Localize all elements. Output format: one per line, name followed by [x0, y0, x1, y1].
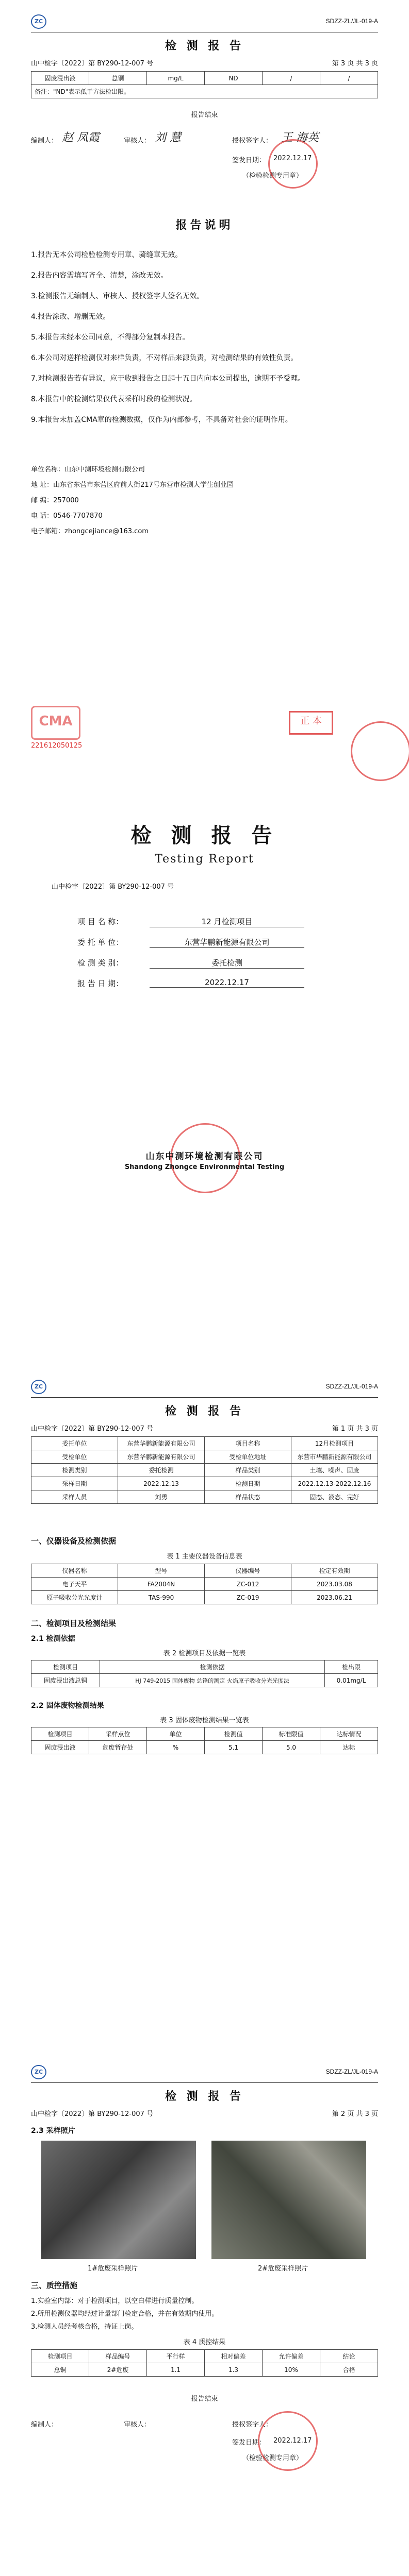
- company-tel: 电 话：0546-7707870: [31, 512, 103, 520]
- field-value: 东营华鹏新能源有限公司: [150, 937, 304, 948]
- field-value: 2022.12.17: [150, 978, 304, 988]
- statement-title: 报告说明: [175, 219, 234, 232]
- seal-label: （检验检测专用章）: [242, 2454, 303, 2462]
- seal-label: （检验检测专用章）: [242, 172, 303, 180]
- table-row: [31, 85, 378, 98]
- original-stamp: 正 本: [289, 711, 333, 735]
- company-logo-icon: ZC: [31, 14, 46, 29]
- table-header: [31, 1564, 378, 1578]
- cma-logo-icon: CMA: [31, 706, 80, 740]
- header-cell: 检定有效期: [291, 1564, 378, 1578]
- cell: /: [320, 72, 378, 85]
- table-row: [31, 2363, 378, 2377]
- table-row: [31, 1477, 378, 1490]
- table-caption: 表 4 质控结果: [183, 2338, 226, 2346]
- cell: 固废浸出液: [31, 72, 89, 85]
- page-indicator: 第 3 页 共 3 页: [332, 60, 378, 67]
- table-caption: 表 1 主要仪器设备信息表: [167, 1553, 242, 1561]
- cell: 固废浸出液总铜: [31, 1674, 100, 1687]
- header-cell: 检测项目: [31, 1660, 100, 1674]
- cell: 检测类别: [31, 1464, 118, 1477]
- report-end: 报告结束: [191, 2395, 218, 2403]
- page-3: [0, 1365, 409, 2045]
- cell: 东营市华鹏新能源有限公司: [291, 1450, 378, 1464]
- section-heading: 一、仪器设备及检测依据: [31, 1536, 117, 1546]
- equipment-table: [31, 1564, 378, 1604]
- field-value: 委托检测: [150, 957, 304, 969]
- cell: 受检单位: [31, 1450, 118, 1464]
- statement-item: 4.报告涂改、增删无效。: [31, 313, 110, 321]
- cover-report-number: 山中检字〔2022〕第 BY290-12-007 号: [52, 883, 174, 891]
- cell: 固废浸出液: [31, 1741, 89, 1754]
- table-row: [31, 1464, 378, 1477]
- section-heading: 三、质控措施: [31, 2281, 78, 2290]
- statement-item: 6.本公司对送样检测仅对来样负责，不对样品来源负责，对检测结果的有效性负责。: [31, 354, 298, 362]
- cell: 危废暂存处: [89, 1741, 147, 1754]
- statement-item: 1.报告无本公司检验检测专用章、骑缝章无效。: [31, 251, 183, 259]
- info-table: [31, 1436, 378, 1504]
- cell: 2#危废: [89, 2363, 147, 2377]
- waste-result-table: [31, 1727, 378, 1754]
- cell: 委托单位: [31, 1437, 118, 1450]
- qc-item: 1.实验室内部：对于检测项目，以空白样进行质量控制。: [31, 2297, 199, 2305]
- signature-prepared: 赵 凤霞: [62, 131, 100, 144]
- cover-title-cn: 检 测 报 告: [130, 824, 279, 848]
- approved-label: 授权签字人：: [232, 2421, 273, 2429]
- seal-stamp-icon: [268, 139, 318, 189]
- report-number: 山中检字〔2022〕第 BY290-12-007 号: [31, 60, 154, 67]
- page-title: 检 测 报 告: [165, 40, 244, 53]
- statement-item: 7.对检测报告若有异议，应于收到报告之日起十五日内向本公司提出，逾期不予受理。: [31, 375, 305, 383]
- cell: 2023.03.08: [291, 1578, 378, 1591]
- cell: ZC-012: [205, 1578, 291, 1591]
- cell: 2022.12.13: [118, 1477, 205, 1490]
- page-1: [0, 0, 409, 665]
- page-indicator: 第 2 页 共 3 页: [332, 2110, 378, 2118]
- header-cell: 达标情况: [320, 1727, 378, 1741]
- header-cell: 相对偏差: [205, 2350, 263, 2363]
- cell: 采样人员: [31, 1490, 118, 1504]
- cover-title-en: Testing Report: [155, 853, 254, 866]
- statement-item: 2.报告内容需填写齐全、清楚，涂改无效。: [31, 272, 168, 280]
- sample-photo-1: [41, 2141, 196, 2259]
- cell: FA2004N: [118, 1578, 205, 1591]
- doc-number: SDZZ-ZL/JL-019-A: [325, 18, 378, 25]
- cell: 总铜: [31, 2363, 89, 2377]
- table-row: [31, 1741, 378, 1754]
- cell: 10%: [263, 2363, 320, 2377]
- cell: 东营华鹏新能源有限公司: [118, 1437, 205, 1450]
- reviewed-label: 审核人：: [124, 2421, 151, 2429]
- cell: TAS-990: [118, 1591, 205, 1604]
- statement-item: 8.本报告中的检测结果仅代表采样时段的检测状况。: [31, 395, 197, 403]
- cover-company-en: Shandong Zhongce Environmental Testing: [124, 1163, 285, 1171]
- company-logo-icon: ZC: [31, 1380, 46, 1394]
- cell: 2023.06.21: [291, 1591, 378, 1604]
- cell: 总铜: [89, 72, 147, 85]
- cell: HJ 749-2015 固体废物 总铬的测定 火焰原子吸收分光光度法: [100, 1674, 325, 1687]
- table-row: [31, 1490, 378, 1504]
- subsection-heading: 2.1 检测依据: [31, 1635, 75, 1643]
- field-label: 报 告 日 期：: [77, 979, 124, 988]
- header-cell: 平行样: [147, 2350, 205, 2363]
- cell: 样品状态: [205, 1490, 291, 1504]
- field-label: 委 托 单 位：: [77, 938, 124, 947]
- cell: 项目名称: [205, 1437, 291, 1450]
- report-number: 山中检字〔2022〕第 BY290-12-007 号: [31, 2110, 154, 2118]
- statement-item: 9.本报告未加盖CMA章的检测数据，仅作为内部参考，不具备对社会的证明作用。: [31, 416, 292, 424]
- cell: 检测日期: [205, 1477, 291, 1490]
- header-cell: 单位: [147, 1727, 205, 1741]
- cma-number: 221612050125: [31, 742, 83, 750]
- table-row: [31, 72, 378, 85]
- seal-stamp-icon: [258, 2411, 318, 2471]
- table-row: [31, 1578, 378, 1591]
- company-email: 电子邮箱：zhongcejiance@163.com: [31, 528, 149, 535]
- prepared-label: 编制人：: [31, 137, 58, 145]
- cell: 12月检测项目: [291, 1437, 378, 1450]
- report-number: 山中检字〔2022〕第 BY290-12-007 号: [31, 1425, 154, 1433]
- cover-company-cn: 山东中测环境检测有限公司: [145, 1151, 264, 1162]
- qc-item: 3.检测人员经考核合格，持证上岗。: [31, 2323, 138, 2331]
- header-cell: 检测值: [205, 1727, 263, 1741]
- cell: 土壤、噪声、固废: [291, 1464, 378, 1477]
- doc-number: SDZZ-ZL/JL-019-A: [325, 2068, 378, 2075]
- header-cell: 检测项目: [31, 2350, 89, 2363]
- report-end: 报告结束: [191, 111, 218, 119]
- table-row: [31, 1674, 378, 1687]
- header-cell: 结论: [320, 2350, 378, 2363]
- cell: 原子吸收分光光度计: [31, 1591, 118, 1604]
- cell: 电子天平: [31, 1578, 118, 1591]
- result-table: [31, 71, 378, 98]
- table-caption: 表 2 检测项目及依据一览表: [163, 1650, 246, 1657]
- field-label: 检 测 类 别：: [77, 958, 124, 968]
- table-row: [31, 1437, 378, 1450]
- page-title: 检 测 报 告: [165, 2090, 244, 2103]
- cell: mg/L: [147, 72, 205, 85]
- page-indicator: 第 1 页 共 3 页: [332, 1425, 378, 1433]
- cell: 刘勇: [118, 1490, 205, 1504]
- issue-date: 2022.12.17: [273, 2437, 312, 2445]
- cell: 采样日期: [31, 1477, 118, 1490]
- header-cell: 型号: [118, 1564, 205, 1578]
- cell: 1.3: [205, 2363, 263, 2377]
- company-postcode: 邮 编：257000: [31, 497, 79, 504]
- header-cell: 标准限值: [263, 1727, 320, 1741]
- header-rule: [31, 1397, 378, 1398]
- header-cell: 允许偏差: [263, 2350, 320, 2363]
- cell: ND: [205, 72, 263, 85]
- signature-reviewed: 刘 慧: [155, 131, 181, 144]
- company-name: 单位名称：山东中测环境检测有限公司: [31, 466, 145, 473]
- seal-stamp-icon: [351, 721, 409, 781]
- approved-label: 授权签字人：: [232, 137, 273, 145]
- table-row: [31, 1591, 378, 1604]
- cell: 0.01mg/L: [325, 1674, 378, 1687]
- field-value: 12 月检测项目: [150, 916, 304, 927]
- cell: 合格: [320, 2363, 378, 2377]
- table-row: [31, 1450, 378, 1464]
- header-cell: 检出限: [325, 1660, 378, 1674]
- section-heading: 二、检测项目及检测结果: [31, 1619, 117, 1628]
- header-cell: 仪器编号: [205, 1564, 291, 1578]
- subsection-heading: 2.2 固体废物检测结果: [31, 1702, 104, 1710]
- header-cell: 检测依据: [100, 1660, 325, 1674]
- cell: 东营华鹏新能源有限公司: [118, 1450, 205, 1464]
- cell: 固态、液态、完好: [291, 1490, 378, 1504]
- table-note: 备注："ND"表示低于方法检出限。: [31, 85, 378, 98]
- table-header: [31, 2350, 378, 2363]
- header-rule: [31, 2082, 378, 2083]
- reviewed-label: 审核人：: [124, 137, 151, 145]
- doc-number: SDZZ-ZL/JL-019-A: [325, 1383, 378, 1390]
- header-cell: 检测项目: [31, 1727, 89, 1741]
- cell: 样品类别: [205, 1464, 291, 1477]
- table-header: [31, 1660, 378, 1674]
- cell: 受检单位地址: [205, 1450, 291, 1464]
- table-header: [31, 1727, 378, 1741]
- issue-date: 2022.12.17: [273, 155, 312, 162]
- qc-item: 2.所用检测仪器均经过计量部门检定合格，并在有效期内使用。: [31, 2310, 219, 2318]
- cell: 5.0: [263, 1741, 320, 1754]
- cell: 1.1: [147, 2363, 205, 2377]
- cell: 委托检测: [118, 1464, 205, 1477]
- signature-approved: 王 海英: [281, 131, 319, 144]
- sample-photo-2: [211, 2141, 366, 2259]
- photo-caption: 2#危废采样照片: [258, 2265, 308, 2273]
- issue-date-label: 签发日期：: [232, 2439, 266, 2447]
- field-label: 项 目 名 称：: [77, 917, 124, 926]
- cell: 5.1: [205, 1741, 263, 1754]
- qc-table: [31, 2349, 378, 2377]
- table-caption: 表 3 固体废物检测结果一览表: [160, 1717, 249, 1724]
- header-cell: 仪器名称: [31, 1564, 118, 1578]
- subsection-heading: 2.3 采样照片: [31, 2127, 75, 2135]
- cell: ZC-019: [205, 1591, 291, 1604]
- issue-date-label: 签发日期：: [232, 157, 266, 164]
- basis-table: [31, 1660, 378, 1687]
- cell: %: [147, 1741, 205, 1754]
- header-cell: 采样点位: [89, 1727, 147, 1741]
- page-4: [0, 2050, 409, 2576]
- header-cell: 样品编号: [89, 2350, 147, 2363]
- company-address: 地 址：山东省东营市东营区府前大街217号东营市检测大学生创业园: [31, 481, 234, 489]
- photo-caption: 1#危废采样照片: [88, 2265, 138, 2273]
- cell: /: [263, 72, 320, 85]
- company-logo-icon: ZC: [31, 2065, 46, 2079]
- cell: 达标: [320, 1741, 378, 1754]
- prepared-label: 编制人：: [31, 2421, 58, 2429]
- cell: 2022.12.13-2022.12.16: [291, 1477, 378, 1490]
- statement-item: 3.检测报告无编制人、审核人、授权签字人签名无效。: [31, 292, 204, 300]
- page-title: 检 测 报 告: [165, 1405, 244, 1418]
- page-cover: [0, 670, 409, 1360]
- statement-item: 5.本报告未经本公司同意，不得部分复制本报告。: [31, 333, 190, 342]
